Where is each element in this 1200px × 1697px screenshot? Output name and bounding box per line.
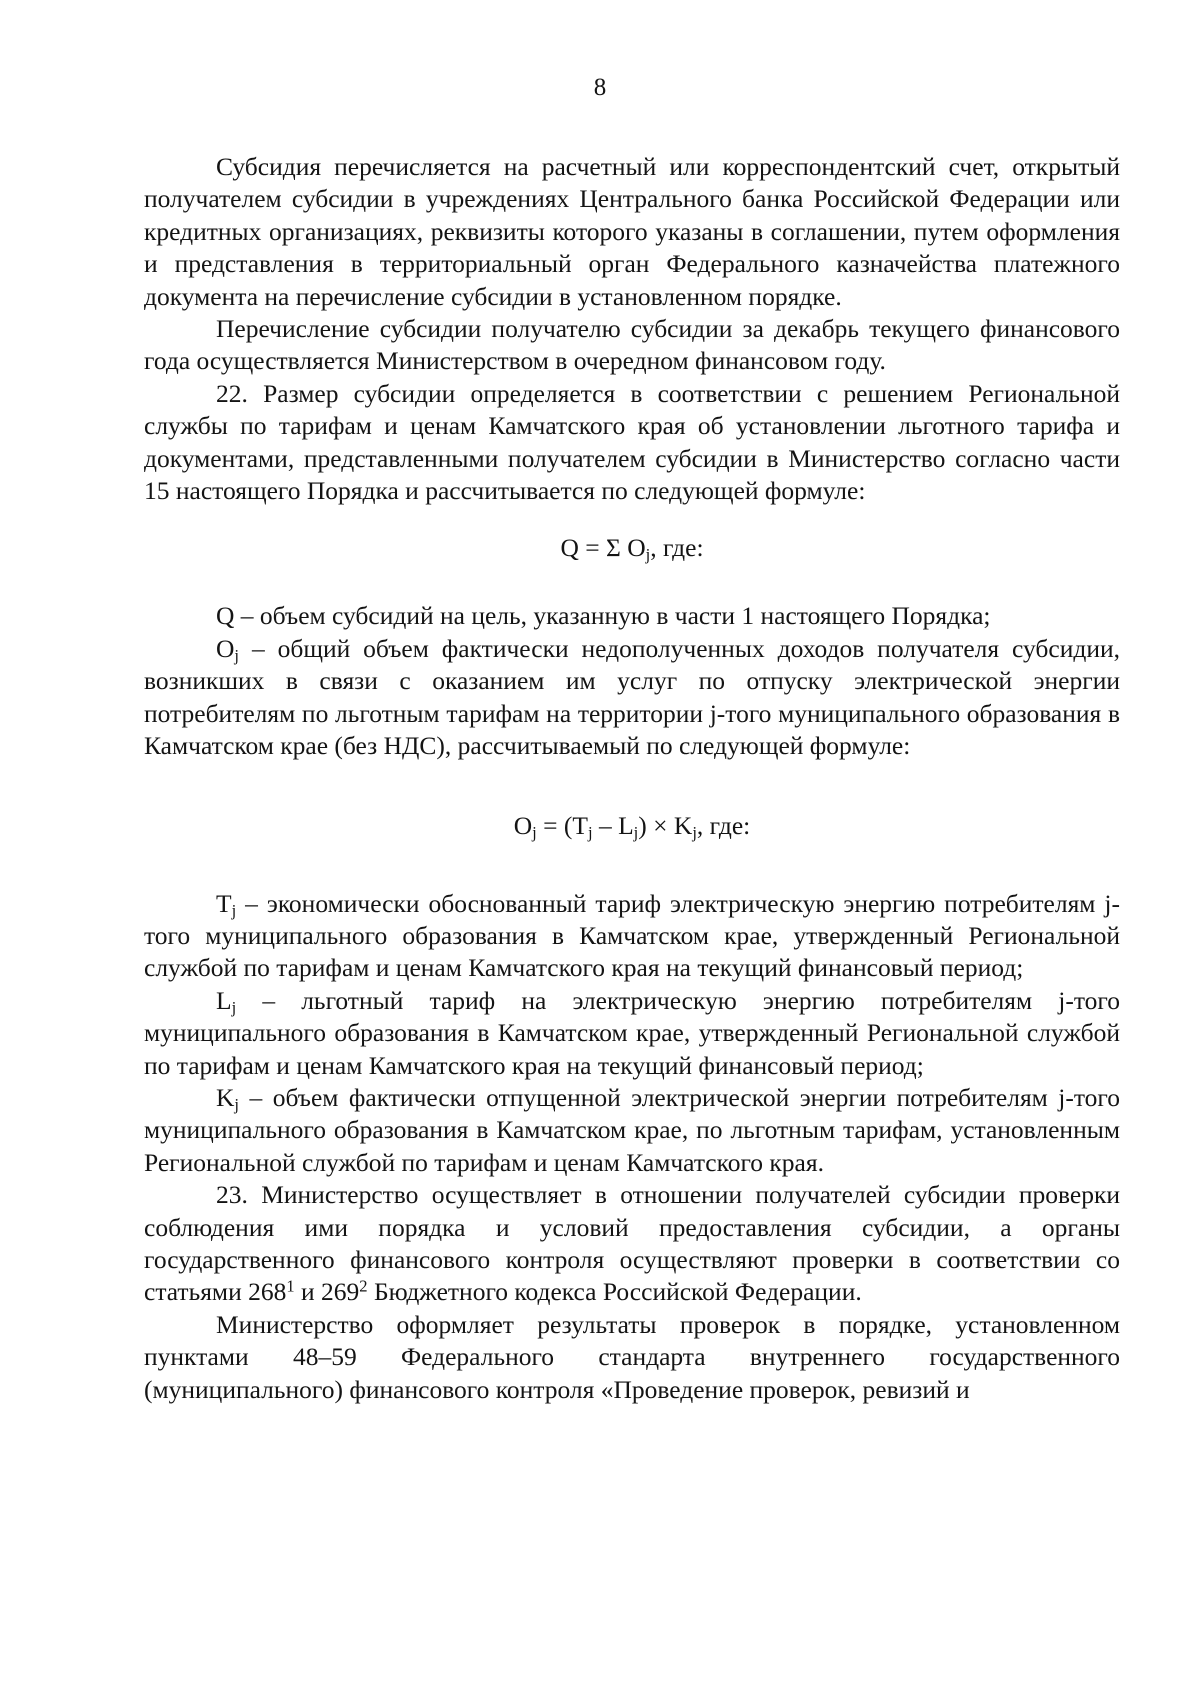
formula-q-left: Q = Σ O bbox=[560, 533, 646, 563]
paragraph-23-inspections bbox=[144, 1179, 1120, 1309]
paragraph-23-part-b: и 269 bbox=[294, 1277, 360, 1307]
definition-l-text: – льготный тариф на электрическую энергию потребителям j-того муниципального образования в Камчатском крае, утвержденный Региональной службой по тарифам и ценам Камчатского края на текущий финансовый период; bbox=[144, 985, 1120, 1080]
formula-k-sub: j bbox=[692, 822, 697, 842]
definition-k-text: – объем фактически отпущенной электрической энергии потребителям j-того муниципального образования в Камчатском крае, по льготным тарифам, установленным Региональной службой по тарифам и ценам Камчатского края. bbox=[144, 1082, 1120, 1177]
definition-t bbox=[144, 888, 1120, 985]
document-body bbox=[144, 151, 1120, 1406]
article-268-sup: 1 bbox=[286, 1277, 295, 1297]
formula-o-symbol: O bbox=[513, 810, 533, 840]
paragraph-23-part-c: Бюджетного кодекса Российской Федерации. bbox=[367, 1277, 862, 1307]
article-269-sup: 2 bbox=[359, 1277, 368, 1297]
symbol-t: T bbox=[216, 888, 232, 918]
definition-o-text: – общий объем фактически недополученных доходов получателя субсидии, возникших в связи с оказанием им услуг по отпуску электрической энергии потребителям по льготным тарифам на территории j-того муниципального образования в Камчатском крае (без НДС), рассчитываемый по следующей формуле: bbox=[144, 633, 1120, 761]
paragraph-23-part-a: 23. Министерство осуществляет в отношении получателей субсидии проверки соблюдения ими порядка и условий предоставления субсидии, а органы государственного финансового контроля осуществляют проверки в соответствии со статьями 268 bbox=[144, 1180, 1120, 1307]
paragraph-december-transfer: Перечисление субсидии получателю субсидии за декабрь текущего финансового года осуществляется Министерством в очередном финансовом году. bbox=[144, 314, 1120, 376]
paragraph-results-registration: Министерство оформляет результаты проверок в порядке, установленном пунктами 48–59 Федерального стандарта внутреннего государственного (муниципального) финансового контроля «Проведение проверок, ревизий и bbox=[144, 1309, 1120, 1404]
symbol-k: K bbox=[216, 1082, 235, 1112]
formula-q-tail: , где: bbox=[650, 533, 704, 563]
formula-l-sub: j bbox=[633, 822, 639, 842]
formula-o-tail: , где: bbox=[696, 810, 751, 840]
formula-o-sub: j bbox=[532, 822, 537, 842]
formula-q bbox=[144, 515, 1120, 580]
formula-t-sub: j bbox=[587, 822, 593, 842]
symbol-l-sub: j bbox=[231, 997, 237, 1017]
definition-t-text: – экономически обоснованный тариф электрическую энергию потребителям j-того муниципального образования в Камчатском крае, утвержденный Региональной службой по тарифам и ценам Камчатского края на текущий финансовый период; bbox=[144, 888, 1120, 983]
paragraph-22-subsidy-size: 22. Размер субсидии определяется в соответствии с решением Региональной службы по тарифам и ценам Камчатского края об установлении льготного тарифа и документами, представленными получателем субсидии в Министерство согласно части 15 настоящего Порядка и рассчитывается по следующей формуле: bbox=[144, 378, 1120, 506]
symbol-l: L bbox=[216, 985, 232, 1015]
definition-l bbox=[144, 985, 1120, 1082]
formula-o-eq: = (T bbox=[536, 810, 588, 840]
formula-o-minus: – L bbox=[592, 810, 634, 840]
definition-q: Q – объем субсидий на цель, указанную в части 1 настоящего Порядка; bbox=[216, 601, 991, 631]
formula-q-sub: j bbox=[645, 545, 651, 565]
symbol-o-sub: j bbox=[234, 646, 240, 666]
formula-o-times: ) × K bbox=[638, 810, 693, 840]
definition-o bbox=[144, 633, 1120, 763]
symbol-o: O bbox=[216, 633, 235, 663]
page-number: 8 bbox=[593, 74, 607, 101]
definition-k bbox=[144, 1082, 1120, 1179]
symbol-k-sub: j bbox=[234, 1095, 240, 1115]
symbol-t-sub: j bbox=[231, 900, 237, 920]
paragraph-subsidy-transfer: Субсидия перечисляется на расчетный или корреспондентский счет, открытый получателем субсидии в учреждениях Центрального банка Российской Федерации или кредитных организациях, реквизиты которого указаны в соглашении, путем оформления и представления в территориальный орган Федерального казначейства платежного документа на перечисление субсидии в установленном порядке. bbox=[144, 152, 1120, 311]
formula-o bbox=[144, 793, 1120, 858]
